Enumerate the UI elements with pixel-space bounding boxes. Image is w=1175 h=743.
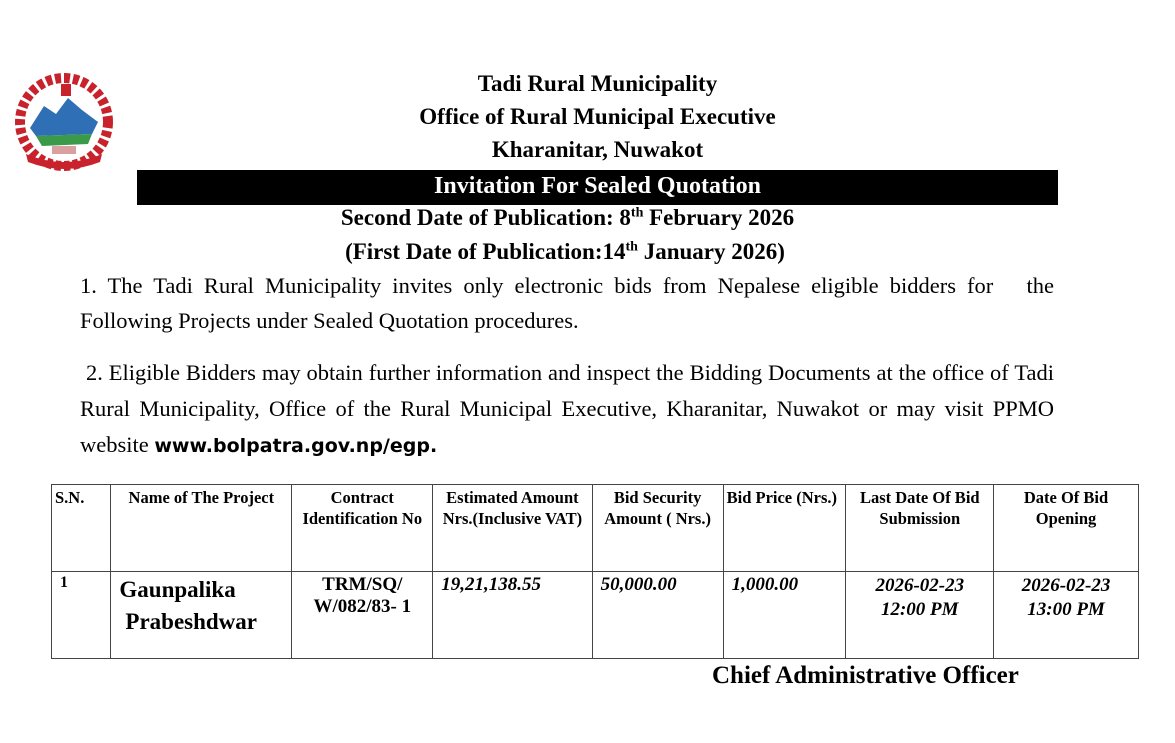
opening-date: 2026-02-23 — [1021, 575, 1111, 596]
col-header-estimated-amount: Estimated Amount Nrs.(Inclusive VAT) — [433, 485, 592, 572]
cell-last-date — [846, 572, 994, 659]
projects-table — [51, 484, 1139, 659]
cell-bid-security: 50,000.00 — [592, 572, 723, 659]
opening-time: 13:00 PM — [1027, 599, 1105, 620]
eligibility-text: 2. Eligible Bidders may obtain further information and inspect the Bidding Documents at the office of Tadi Rural Municipality, Office of the Rural Municipal Executive, Kharanitar, Nuwakot or may visit PPMO website — [80, 360, 1054, 457]
col-header-sn: S.N. — [52, 485, 111, 572]
last-time: 12:00 PM — [880, 599, 959, 620]
project-name-line2: Prabeshdwar — [125, 609, 258, 634]
col-header-bid-price: Bid Price (Nrs.) — [723, 485, 846, 572]
cell-contract-id: TRM/SQ/ W/082/83- 1 — [292, 572, 433, 659]
cell-project-name — [111, 572, 292, 659]
project-name-line1: Gaunpalika — [119, 577, 236, 602]
table-row — [52, 572, 1139, 659]
col-header-last-date: Last Date Of Bid Submission — [846, 485, 994, 572]
second-publication-date — [0, 205, 1135, 231]
cell-estimated-amount: 19,21,138.55 — [433, 572, 592, 659]
first-publication-date — [0, 239, 1130, 265]
org-name: Tadi Rural Municipality — [477, 71, 718, 96]
col-header-opening-date: Date Of Bid Opening — [994, 485, 1139, 572]
paragraph-eligibility — [80, 355, 1054, 464]
notice-title: Invitation For Sealed Quotation — [434, 173, 761, 199]
cell-sn: 1 — [52, 572, 111, 659]
second-pub-sup: th — [630, 205, 644, 221]
first-pub-suffix: January 2026) — [637, 239, 785, 264]
table-header-row — [52, 485, 1139, 572]
cell-opening-date — [994, 572, 1139, 659]
ppmo-website-link[interactable]: www.bolpatra.gov.np/egp. — [154, 435, 438, 457]
office-name: Office of Rural Municipal Executive — [419, 104, 776, 129]
cell-bid-price: 1,000.00 — [723, 572, 846, 659]
first-pub-prefix: (First Date of Publication:14 — [345, 239, 626, 264]
second-pub-suffix: February 2026 — [643, 205, 795, 230]
office-location: Kharanitar, Nuwakot — [491, 137, 704, 162]
signatory-title: Chief Administrative Officer — [712, 662, 1019, 689]
col-header-bid-security: Bid Security Amount ( Nrs.) — [592, 485, 723, 572]
paragraph-invitation: 1. The Tadi Rural Municipality invites only electronic bids from Nepalese eligible bidders for the Following Projects under Sealed Quotation procedures. — [80, 273, 1054, 333]
first-pub-sup: th — [625, 239, 638, 255]
col-header-project-name: Name of The Project — [111, 485, 292, 572]
second-pub-prefix: Second Date of Publication: 8 — [340, 205, 631, 230]
col-header-contract-id: Contract Identification No — [292, 485, 433, 572]
last-date: 2026-02-23 — [875, 575, 965, 596]
notice-title-banner — [137, 170, 1058, 205]
